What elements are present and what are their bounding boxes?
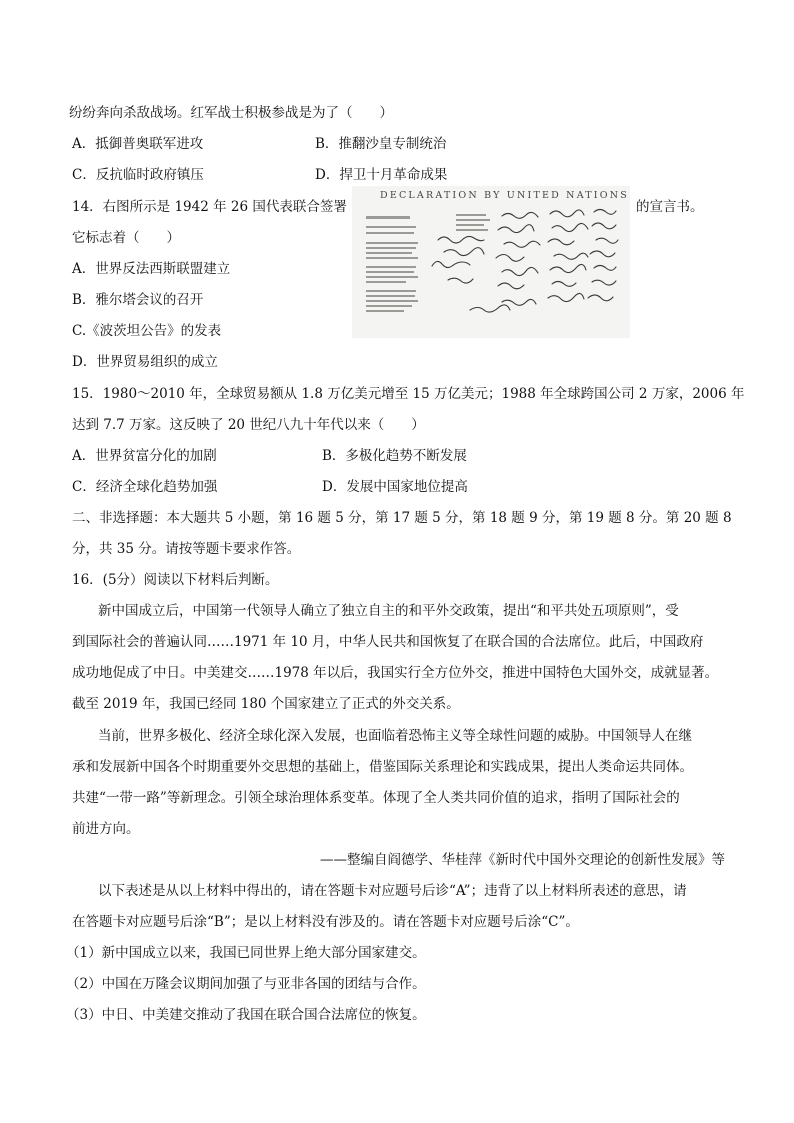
- q15-stem-line1: 15．1980～2010 年，全球贸易额从 1.8 万亿美元增至 15 万亿美元；1988 年全球跨国公司 2 万家，2006 年: [72, 386, 745, 402]
- q15-option-c: C．经济全球化趋势加强: [72, 479, 218, 495]
- q16-item-3: （3）中日、中美建交推动了我国在联合国合法席位的恢复。: [66, 1007, 426, 1023]
- q16-header: 16．(5分）阅读以下材料后判断。: [72, 572, 279, 588]
- q13-stem-tail: 纷纷奔向杀敌战场。红军战士积极参战是为了（ ）: [69, 105, 393, 121]
- q13-option-d: D．捍卫十月革命成果: [315, 167, 448, 183]
- declaration-signatures-drawing: [352, 186, 630, 338]
- declaration-title: DECLARATION BY UNITED NATIONS: [380, 190, 629, 201]
- q13-option-c: C．反抗临时政府镇压: [72, 167, 204, 183]
- q15-option-b: B．多极化趋势不断发展: [322, 448, 467, 464]
- q16-instructions-line1: 以下表述是从以上材料中得出的，请在答题卡对应题号后诊“A”；违背了以上材料所表述的意思，请: [98, 883, 687, 899]
- q16-instructions-line2: 在答题卡对应题号后涂“B”；是以上材料没有涉及的。请在答题卡对应题号后涂“C”。: [72, 914, 579, 930]
- declaration-text-block: [366, 214, 490, 312]
- q13-option-a: A．抵御普奥联军进攻: [72, 136, 204, 152]
- q16-item-1: （1）新中国成立以来，我国已同世界上绝大部分国家建交。: [66, 945, 426, 961]
- section2-header-line1: 二、非选择题：本大题共 5 小题，第 16 题 5 分，第 17 题 5 分，第 18 题 9 分，第 19 题 8 分。第 20 题 8: [72, 510, 732, 526]
- q16-material-p2-line2: 承和发展新中国各个时期重要外交思想的基础上，借鉴国际关系理论和实践成果，提出人类命运共同体。: [72, 759, 693, 775]
- q16-material-p1-line2: 到国际社会的普遍认同……1971 年 10 月，中华人民共和国恢复了在联合国的合法席位。此后，中国政府: [72, 634, 704, 650]
- q14-option-c: C.《波茨坦公告》的发表: [72, 323, 222, 339]
- q16-material-p1-line1: 新中国成立后，中国第一代领导人确立了独立自主的和平外交政策，提出“和平共处五项原则”，受: [98, 603, 679, 619]
- q16-item-2: （2）中国在万隆会议期间加强了与亚非各国的团结与合作。: [66, 976, 426, 992]
- q14-stem-left: 14．右图所示是 1942 年 26 国代表联合签署: [72, 199, 347, 215]
- q14-option-d: D．世界贸易组织的成立: [72, 354, 218, 370]
- q16-attribution: ——整编自阎德学、华桂萍《新时代中国外交理论的创新性发展》等: [320, 852, 725, 868]
- q14-stem-line2: 它标志着（ ）: [72, 230, 180, 246]
- section2-header-line2: 分，共 35 分。请按等题卡要求作答。: [72, 541, 301, 557]
- q16-material-p2-line3: 共建“一带一路”等新理念。引领全球治理体系变革。体现了全人类共同价值的追求，指明了国际社会的: [72, 790, 680, 806]
- q14-option-b: B．雅尔塔会议的召开: [72, 292, 204, 308]
- q15-option-d: D．发展中国家地位提高: [322, 479, 468, 495]
- q15-stem-line2: 达到 7.7 万家。这反映了 20 世纪八九十年代以来（ ）: [72, 417, 425, 433]
- q16-material-p2-line4: 前进方向。: [72, 821, 140, 837]
- q16-material-p1-line3: 成功地促成了中日。中美建交……1978 年以后，我国实行全方位外交，推进中国特色大国外交，成就显著。: [72, 665, 719, 681]
- q13-option-b: B．推翻沙皇专制统治: [315, 136, 447, 152]
- q16-material-p2-line1: 当前，世界多极化、经济全球化深入发展，也面临着恐怖主义等全球性问题的威胁。中国领导人在继: [98, 728, 692, 744]
- q14-option-a: A．世界反法西斯联盟建立: [72, 261, 231, 277]
- declaration-image: [352, 186, 630, 338]
- q14-stem-right: 的宣言书。: [636, 199, 704, 215]
- q15-option-a: A．世界贫富分化的加剧: [72, 448, 217, 464]
- q16-material-p1-line4: 截至 2019 年，我国已经同 180 个国家建立了正式的外交关系。: [72, 696, 460, 712]
